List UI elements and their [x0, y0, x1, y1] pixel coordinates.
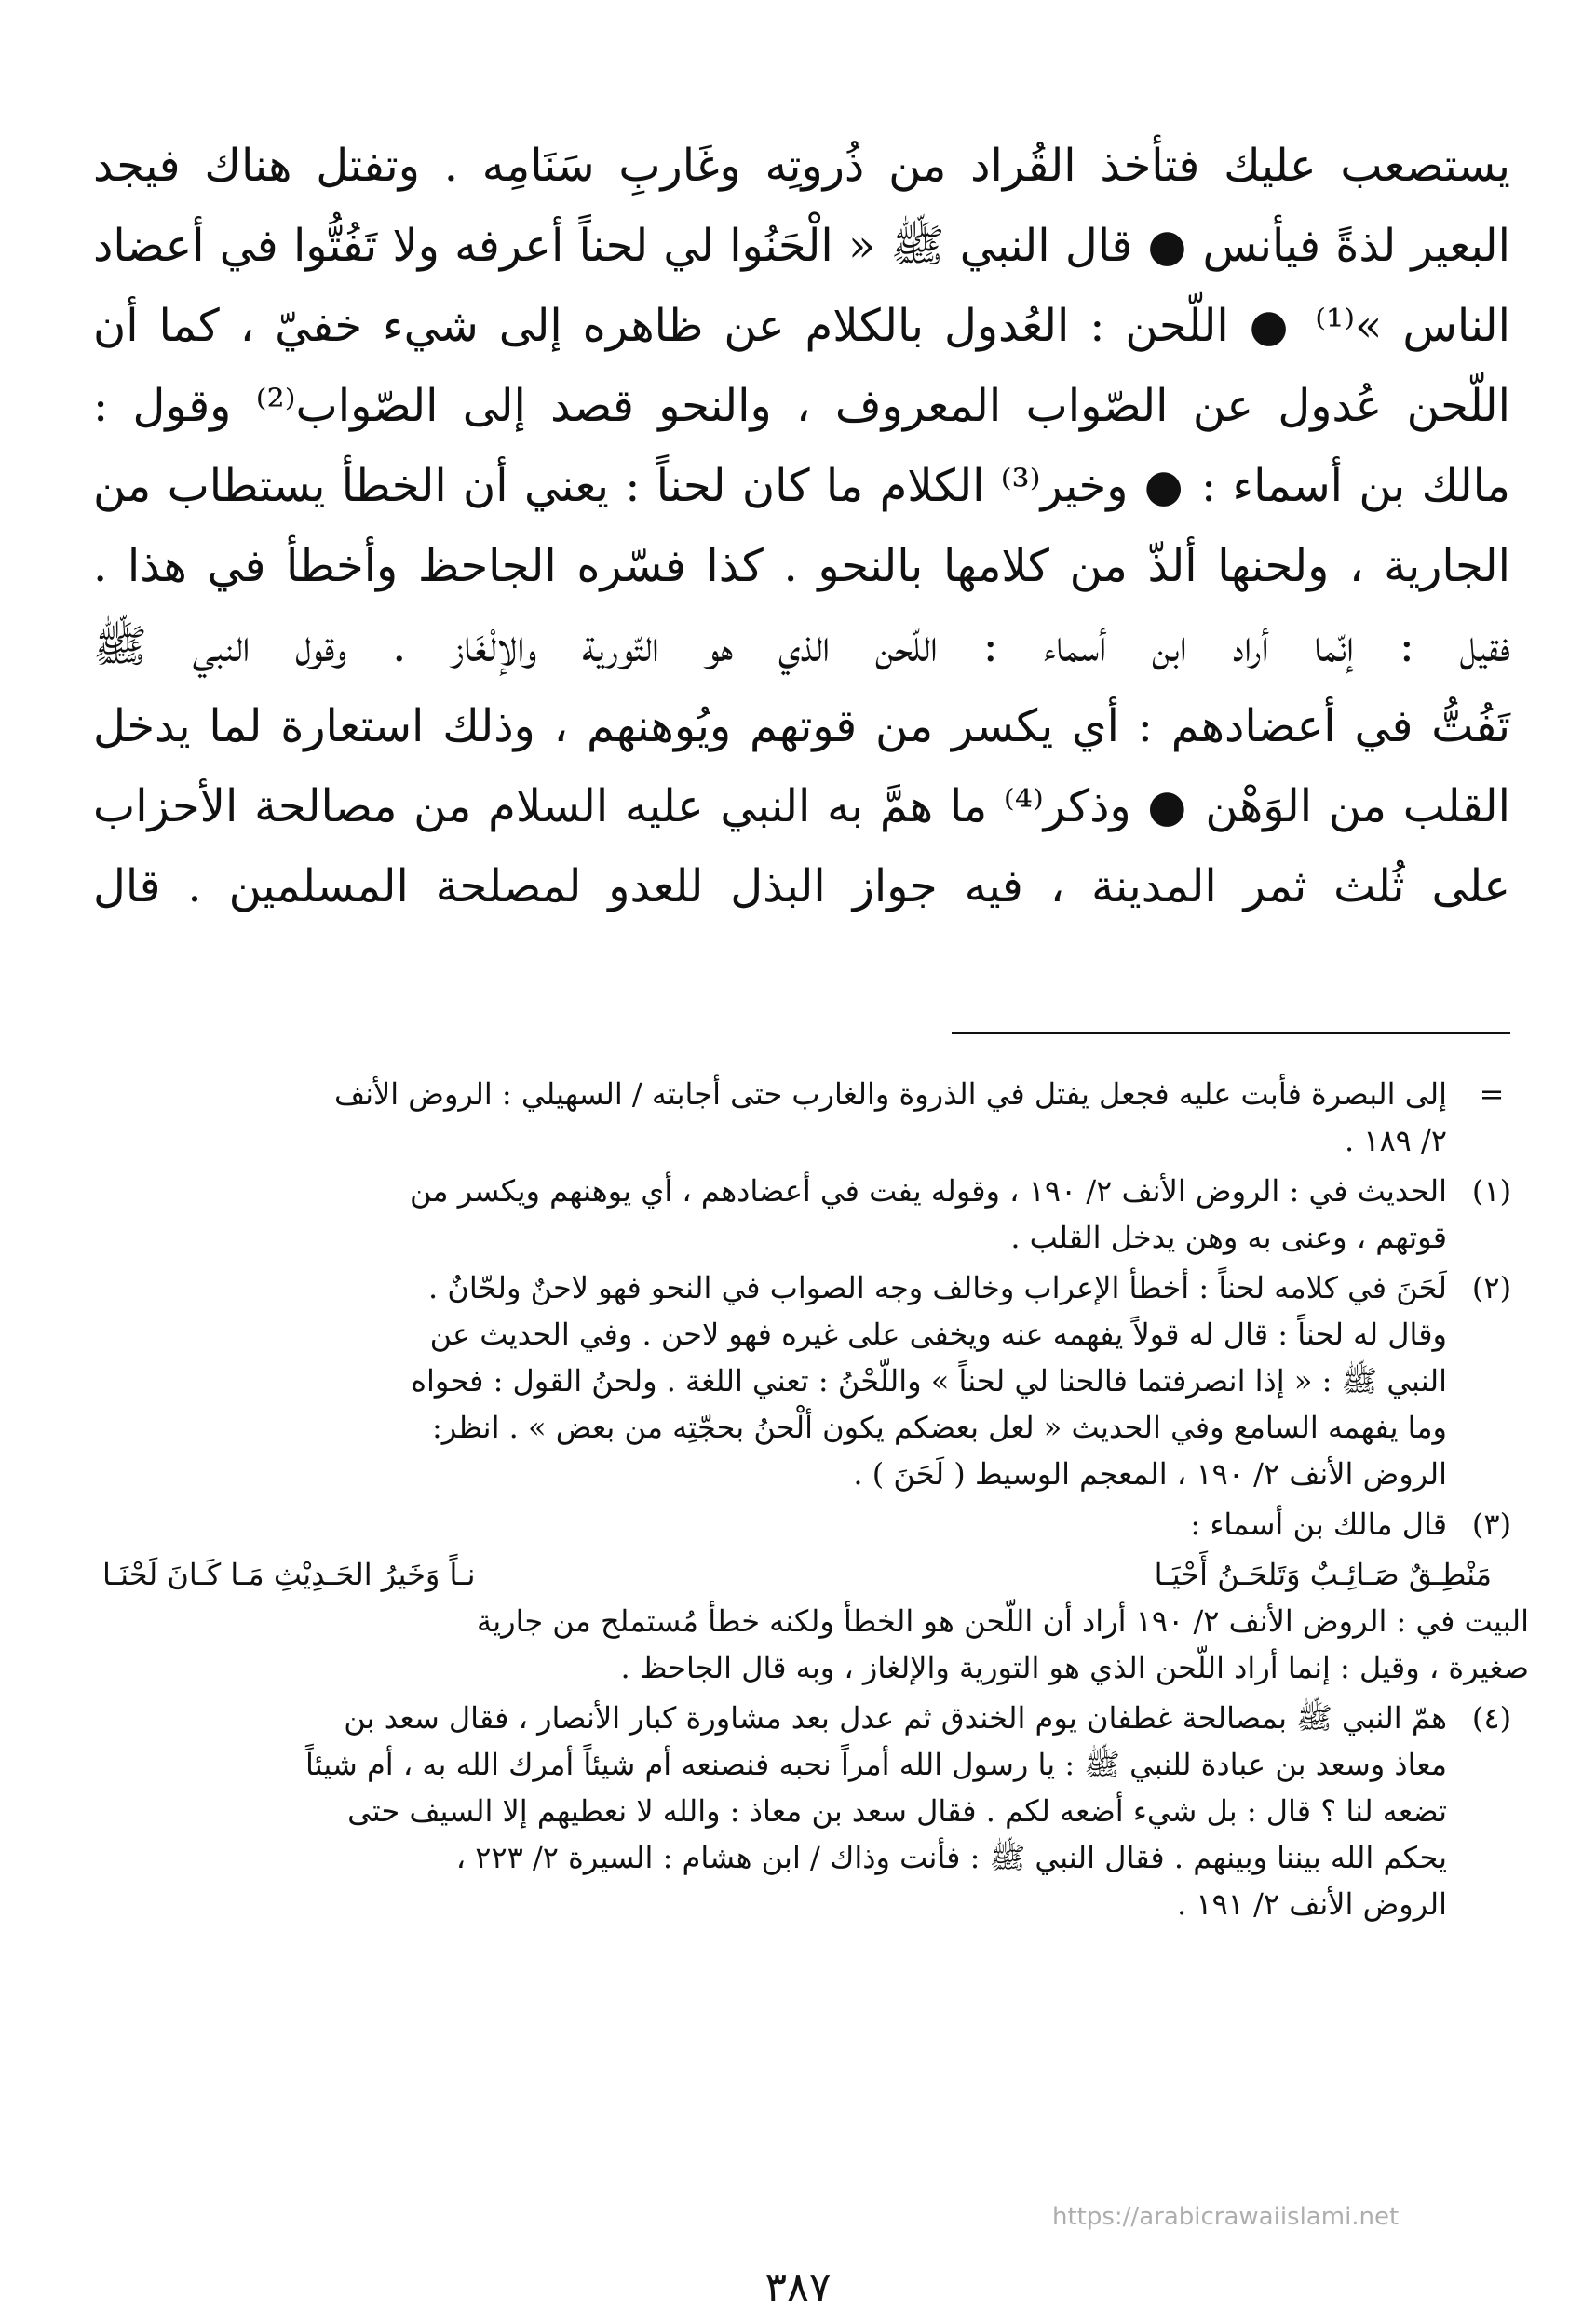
footnotes-section: [93, 1071, 1529, 1931]
footnote-line: الروض الأنف ٢/ ١٩١ .: [1177, 1886, 1447, 1922]
body-line: القلب من الوَهْن ● وذكر⁽⁴⁾ ما همَّ به النبي عليه السلام من مصالحة الأحزاب: [93, 780, 1510, 832]
footnote-line: همّ النبي ﷺ بمصالحة غطفان يوم الخندق ثم عدل بعد مشاورة كبار الأنصار ، فقال سعد بن: [344, 1700, 1447, 1736]
footnote-text: [93, 1071, 1447, 1164]
footnote-marker: (٢): [1471, 1270, 1512, 1305]
footnote-marker: (٤): [1471, 1700, 1512, 1736]
footnote-divider: [952, 1032, 1510, 1034]
footnote-line: تضعه لنا ؟ قال : بل شيء أضعه لكم . فقال سعد بن معاذ : والله لا نعطيهم إلا السيف حتى: [347, 1793, 1447, 1829]
body-line: البعير لذةً فيأنس ● قال النبي ﷺ « الْحَنُوا لي لحناً أعرفه ولا تَفُتُّوا في أعضاد: [93, 220, 1510, 272]
footnote-marker: (١): [1471, 1173, 1512, 1209]
footnote-text: [93, 1264, 1447, 1497]
footnote-text: [93, 1501, 1447, 1547]
footnote-line: صغيرة ، وقيل : إنما أراد اللّحن الذي هو التورية والإلغاز ، وبه قال الجاحظ .: [620, 1650, 1529, 1685]
footnote-line: إلى البصرة فأبت عليه فجعل يفتل في الذروة والغارب حتى أجابته / السهيلي : الروض الأنف: [333, 1076, 1447, 1112]
verse-first-hemistich: مَنْطِـقٌ صَـائِـبٌ وَتَلحَـنُ أَحْيَـا: [1154, 1557, 1492, 1592]
body-line: مالك بن أسماء : ● وخير⁽³⁾ الكلام ما كان لحناً : يعني أن الخطأ يستطاب من: [93, 460, 1510, 512]
verse-second-hemistich: نـاً وَخَيرُ الحَـدِيْثِ مَـا كَـانَ لَحْنَـا: [102, 1557, 476, 1592]
footnote-line: قال مالك بن أسماء :: [1190, 1507, 1447, 1542]
page-number: ٣٨٧: [764, 2264, 832, 2311]
footnote-marker: (٣): [1471, 1507, 1512, 1542]
footnote-line: النبي ﷺ : « إذا انصرفتما فالحنا لي لحناً » واللّحْنُ : تعني اللغة . ولحنُ القول : فحواه: [411, 1363, 1447, 1399]
body-line: فقيل : إنّما أراد ابن أسماء : اللّحن الذي هو التّورية والإلْغَاز . وقول النبي ﷺ: [93, 620, 1511, 672]
footnote-line: يحكم الله بيننا وبينهم . فقال النبي ﷺ : فأنت وذاك / ابن هشام : السيرة ٢/ ٢٢٣ ،: [455, 1840, 1447, 1875]
footnote-line: البيت في : الروض الأنف ٢/ ١٩٠ أراد أن اللّحن هو الخطأ ولكنه خطأ مُستملح من جارية: [477, 1603, 1529, 1639]
body-line: الجارية ، ولحنها ألذّ من كلامها بالنحو . كذا فسّره الجاحظ وأخطأ في هذا .: [93, 540, 1510, 592]
footnote-2: [93, 1264, 1529, 1497]
footnote-continued: [93, 1071, 1529, 1164]
body-line: تَفُتُّ في أعضادهم : أي يكسر من قوتهم ويُوهنهم ، وذلك استعارة لما يدخل: [93, 700, 1510, 752]
footnote-line: ٢/ ١٨٩ .: [1344, 1123, 1447, 1158]
footnote-text: [93, 1168, 1447, 1261]
footnote-4: [93, 1695, 1529, 1927]
footnote-line: وما يفهمه السامع وفي الحديث « لعل بعضكم يكون ألْحنُ بحجّتِه من بعض » . انظر:: [431, 1410, 1447, 1445]
body-line: على ثُلث ثمر المدينة ، فيه جواز البذل للعدو لمصلحة المسلمين . قال: [93, 860, 1510, 912]
footnote-3: [93, 1501, 1529, 1547]
watermark-url: https://arabicrawaiislami.net: [1052, 2203, 1400, 2231]
footnote-line: الروض الأنف ٢/ ١٩٠ ، المعجم الوسيط ( لَحَنَ ) .: [853, 1456, 1447, 1492]
footnote-line: معاذ وسعد بن عبادة للنبي ﷺ : يا رسول الله أمراً نحبه فنصنعه أم شيئاً أمرك الله به ، أم شيئاً: [304, 1747, 1447, 1782]
footnote-line: الحديث في : الروض الأنف ٢/ ١٩٠ ، وقوله يفت في أعضادهم ، أي يوهنهم ويكسر من: [410, 1173, 1447, 1209]
footnote-3-continuation: [93, 1598, 1529, 1691]
footnote-text: [93, 1598, 1529, 1691]
footnote-line: وقال له لحناً : قال له قولاً يفهمه عنه ويخفى على غيره فهو لاحن . وفي الحديث عن: [429, 1317, 1447, 1352]
footnote-marker: =: [1479, 1076, 1505, 1112]
footnote-1: [93, 1168, 1529, 1261]
body-line: اللّحن عُدول عن الصّواب المعروف ، والنحو قصد إلى الصّواب⁽²⁾ وقول :: [93, 380, 1510, 432]
body-line: الناس »⁽¹⁾ ● اللّحن : العُدول بالكلام عن ظاهره إلى شيء خفيّ ، كما أن: [93, 300, 1510, 352]
body-line: يستصعب عليك فتأخذ القُراد من ذُروتِه وغَاربِ سَنَامِه . وتفتل هناك فيجد: [93, 140, 1510, 192]
footnote-line: لَحَنَ في كلامه لحناً : أخطأ الإعراب وخالف وجه الصواب في النحو فهو لاحنٌ ولحّانٌ .: [428, 1270, 1447, 1305]
main-body-text: [93, 126, 1510, 926]
footnote-text: [93, 1695, 1447, 1927]
poetry-verse: [93, 1551, 1529, 1598]
footnote-line: قوتهم ، وعنى به وهن يدخل القلب .: [1010, 1220, 1447, 1255]
